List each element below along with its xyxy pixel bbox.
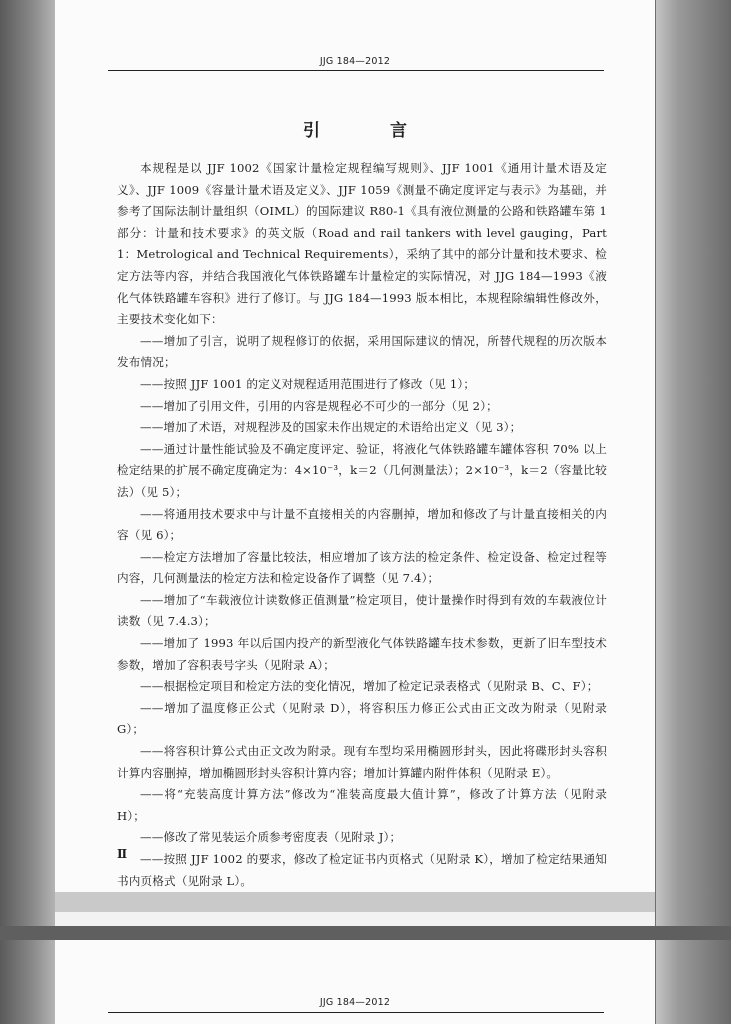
change-item: ——按照 JJF 1001 的定义对规程适用范围进行了修改（见 1）；: [140, 376, 476, 391]
section-title: 引 言: [303, 121, 439, 141]
page-number: Ⅱ: [117, 847, 128, 861]
header-rule: [108, 70, 604, 71]
change-item: ——增加了温度修正公式（见附录 D），将容积压力修正公式由正文改为附录（见附录 G）；: [117, 700, 607, 737]
change-item: ——增加了引言，说明了规程修订的依据，采用国际建议的情况，所替代规程的历次版本发布情况；: [117, 333, 607, 370]
change-item: ——增加了“车载液位计读数修正值测量”检定项目，使计量操作时得到有效的车载液位计读数（见 7.4.3）；: [117, 592, 607, 629]
change-item: ——将通用技术要求中与计量不直接相关的内容删掉，增加和修改了与计量直接相关的内容（见 6）；: [117, 506, 607, 543]
page-separator: [55, 892, 655, 912]
header-rule: [108, 1012, 604, 1013]
change-item: ——将容积计算公式由正文改为附录。现有车型均采用椭圆形封头，因此将碟形封头容积计算内容删掉，增加椭圆形封头容积计算内容；增加计算罐内附件体积（见附录 E）。: [117, 744, 607, 780]
change-item: ——根据检定项目和检定方法的变化情况，增加了检定记录表格式（见附录 B、C、F）；: [140, 679, 599, 694]
page-edge: [55, 912, 655, 926]
change-item: ——修改了常见装运介质参考密度表（见附录 J）；: [140, 830, 402, 845]
running-header: JJG 184—2012: [319, 997, 391, 1008]
running-header: JJG 184—2012: [319, 56, 391, 67]
paragraph: 本规程是以 JJF 1002《国家计量检定规程编写规则》、JJF 1001《通用计量术语及定义》、JJF 1009《容量计量术语及定义》、JJF 1059《测量不确定度评定与表示》为基础，并参考了国际法制计量组织（OIML）的国际建议 R80-1《具有液位测量的公路和铁路罐车第 1 部分：计量和技术要求》的英文版（Road and rail tankers with level gauging，Part 1：Metrological and Technical Requirements），采纳了其中的部分计量和技术要求、检定方法等内容，并结合我国液化气体铁路罐车计量检定的实际情况，对 JJG 184—1993《液化气体铁路罐车容积》进行了修订。与 JJG 184—1993 版本相比，本规程除编辑性修改外，主要技术变化如下：: [117, 161, 607, 327]
change-item: ——通过计量性能试验及不确定度评定、验证，将液化气体铁路罐车罐体容积 70% 以上检定结果的扩展不确定度确定为：4×10⁻³，k＝2（几何测量法）；2×10⁻³，k＝2（容量比较法）（见 5）；: [117, 441, 607, 499]
scan-margin-right: [656, 0, 731, 1024]
scan-margin-left: [0, 0, 55, 1024]
change-item: ——将“充装高度计算方法”修改为“准装高度最大值计算”，修改了计算方法（见附录 H）；: [117, 787, 607, 823]
document-page-1: [55, 0, 655, 892]
page-gap: [0, 926, 731, 940]
change-item: ——增加了引用文件，引用的内容是规程必不可少的一部分（见 2）；: [140, 398, 498, 413]
change-item: ——按照 JJF 1002 的要求，修改了检定证书内页格式（见附录 K），增加了检定结果通知书内页格式（见附录 L）。: [117, 852, 607, 888]
change-item: ——检定方法增加了容量比较法，相应增加了该方法的检定条件、检定设备、检定过程等内容，几何测量法的检定方法和检定设备作了调整（见 7.4）；: [117, 549, 607, 586]
change-item: ——增加了术语，对规程涉及的国家未作出规定的术语给出定义（见 3）；: [140, 420, 522, 435]
body-text: [117, 158, 607, 914]
document-page-2: [55, 940, 655, 1024]
change-item: ——增加了 1993 年以后国内投产的新型液化气体铁路罐车技术参数，更新了旧车型技术参数，增加了容积表号字头（见附录 A）；: [117, 636, 607, 672]
